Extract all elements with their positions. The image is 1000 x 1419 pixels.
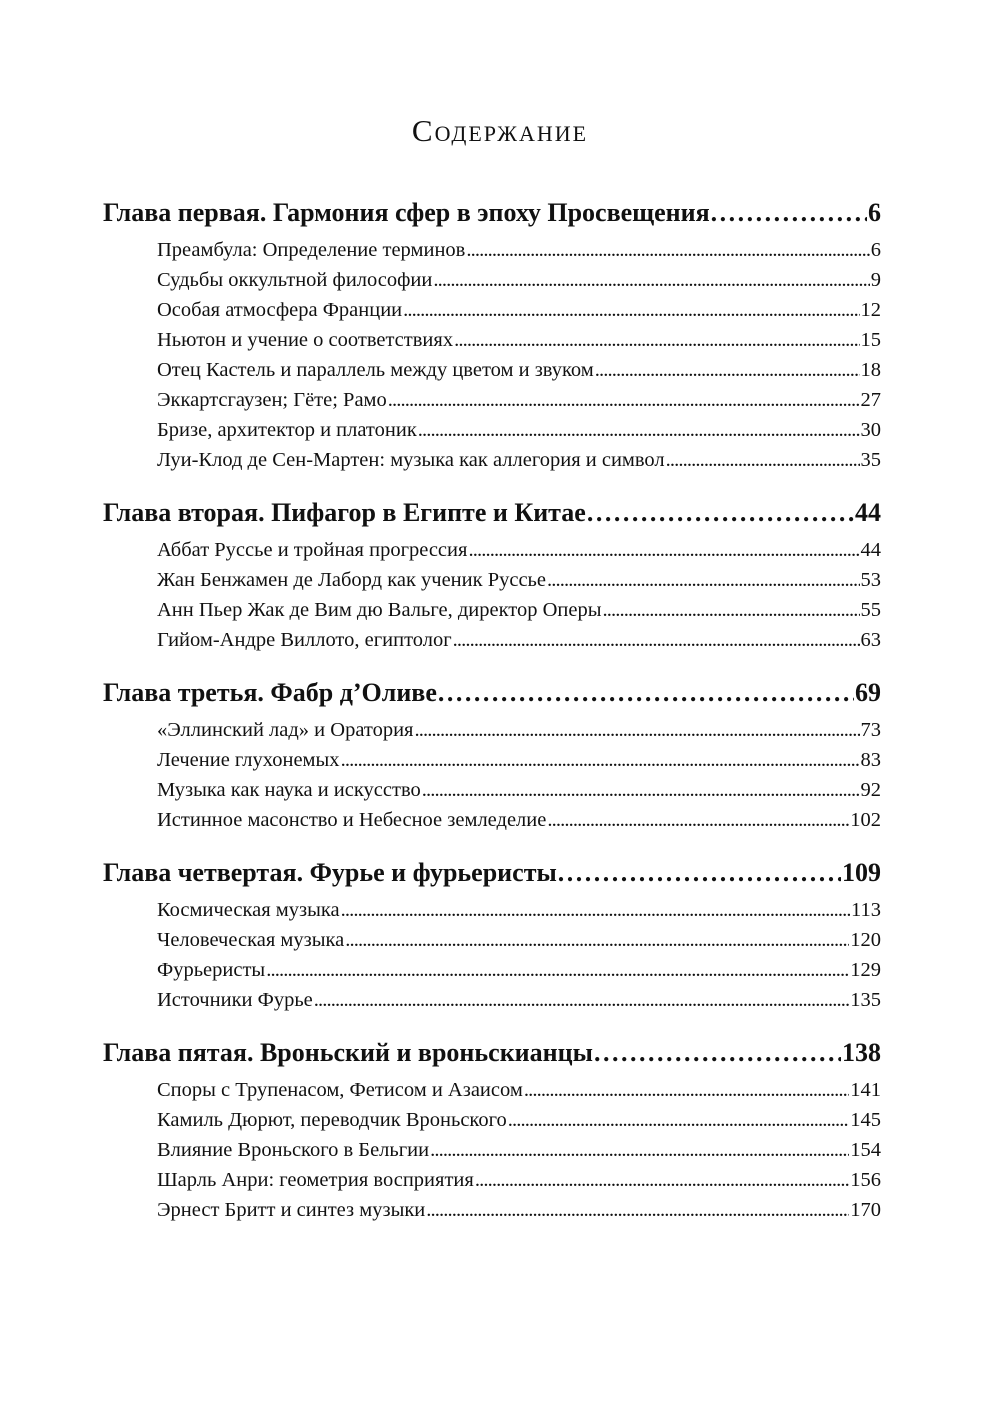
section-entry bbox=[157, 925, 881, 955]
section-entry bbox=[157, 265, 881, 295]
section-list bbox=[157, 235, 881, 475]
dot-leader bbox=[418, 415, 860, 445]
section-page-number: 6 bbox=[870, 239, 881, 261]
section-list bbox=[157, 535, 881, 655]
dot-leader bbox=[426, 1195, 849, 1225]
section-page-number: 53 bbox=[860, 569, 881, 591]
section-page-number: 83 bbox=[860, 749, 881, 771]
dot-leader bbox=[438, 673, 854, 713]
section-entry bbox=[157, 625, 881, 655]
section-title: Жан Бенжамен де Лаборд как ученик Руссье bbox=[157, 569, 547, 591]
section-page-number: 145 bbox=[850, 1109, 881, 1131]
dot-leader bbox=[602, 595, 859, 625]
dot-leader bbox=[453, 625, 860, 655]
section-entry bbox=[157, 235, 881, 265]
section-entry bbox=[157, 565, 881, 595]
section-page-number: 154 bbox=[850, 1139, 881, 1161]
dot-leader bbox=[466, 235, 869, 265]
section-entry bbox=[157, 385, 881, 415]
dot-leader bbox=[547, 565, 859, 595]
section-list bbox=[157, 715, 881, 835]
table-of-contents bbox=[103, 193, 881, 1243]
section-title: Камиль Дюрют, переводчик Вроньского bbox=[157, 1109, 507, 1131]
section-entry bbox=[157, 805, 881, 835]
section-page-number: 15 bbox=[860, 329, 881, 351]
section-page-number: 18 bbox=[860, 359, 881, 381]
dot-leader bbox=[587, 493, 854, 533]
dot-leader bbox=[475, 1165, 849, 1195]
section-title: Судьбы оккультной философии bbox=[157, 269, 433, 291]
chapter-heading bbox=[103, 1033, 881, 1073]
chapter-page-number: 138 bbox=[842, 1038, 881, 1067]
section-entry bbox=[157, 295, 881, 325]
dot-leader bbox=[433, 265, 869, 295]
section-title: Преамбула: Определение терминов bbox=[157, 239, 466, 261]
chapter-1 bbox=[103, 193, 881, 475]
section-entry bbox=[157, 1135, 881, 1165]
dot-leader bbox=[403, 295, 859, 325]
chapter-title: Глава пятая. Вроньский и вроньскианцы bbox=[103, 1038, 593, 1067]
section-title: Человеческая музыка bbox=[157, 929, 345, 951]
section-title: Отец Кастель и параллель между цветом и звуком bbox=[157, 359, 594, 381]
chapter-5 bbox=[103, 1033, 881, 1225]
dot-leader bbox=[430, 1135, 849, 1165]
contents-heading: Содержание bbox=[411, 113, 589, 148]
section-title: Космическая музыка bbox=[157, 899, 340, 921]
section-page-number: 141 bbox=[850, 1079, 881, 1101]
section-entry bbox=[157, 745, 881, 775]
section-entry bbox=[157, 325, 881, 355]
dot-leader bbox=[414, 715, 859, 745]
section-page-number: 55 bbox=[860, 599, 881, 621]
section-entry bbox=[157, 1195, 881, 1225]
chapter-heading bbox=[103, 193, 881, 233]
chapter-page-number: 44 bbox=[855, 498, 881, 527]
section-entry bbox=[157, 445, 881, 475]
chapter-title: Глава четвертая. Фурье и фурьеристы bbox=[103, 858, 557, 887]
section-title: Лечение глухонемых bbox=[157, 749, 340, 771]
section-title: Истинное масонство и Небесное земледелие bbox=[157, 809, 547, 831]
section-page-number: 156 bbox=[850, 1169, 881, 1191]
section-page-number: 120 bbox=[850, 929, 881, 951]
dot-leader bbox=[454, 325, 859, 355]
section-title: «Эллинский лад» и Оратория bbox=[157, 719, 414, 741]
section-title: Луи-Клод де Сен-Мартен: музыка как аллегория и символ bbox=[157, 449, 665, 471]
dot-leader bbox=[547, 805, 849, 835]
section-title: Шарль Анри: геометрия восприятия bbox=[157, 1169, 474, 1191]
dot-leader bbox=[422, 775, 860, 805]
section-list bbox=[157, 1075, 881, 1225]
section-entry bbox=[157, 1165, 881, 1195]
section-page-number: 27 bbox=[860, 389, 881, 411]
section-entry bbox=[157, 1105, 881, 1135]
section-entry bbox=[157, 1075, 881, 1105]
section-entry bbox=[157, 355, 881, 385]
section-entry bbox=[157, 985, 881, 1015]
section-page-number: 102 bbox=[850, 809, 881, 831]
dot-leader bbox=[595, 355, 860, 385]
chapter-title: Глава первая. Гармония сфер в эпоху Просвещения bbox=[103, 198, 710, 227]
section-title: Гийом-Андре Виллото, египтолог bbox=[157, 629, 452, 651]
section-title: Музыка как наука и искусство bbox=[157, 779, 421, 801]
section-page-number: 44 bbox=[860, 539, 881, 561]
chapter-4 bbox=[103, 853, 881, 1015]
section-entry bbox=[157, 715, 881, 745]
section-title: Эрнест Бритт и синтез музыки bbox=[157, 1199, 426, 1221]
chapter-3 bbox=[103, 673, 881, 835]
section-entry bbox=[157, 415, 881, 445]
section-page-number: 129 bbox=[850, 959, 881, 981]
section-page-number: 12 bbox=[860, 299, 881, 321]
dot-leader bbox=[594, 1033, 841, 1073]
chapter-heading bbox=[103, 853, 881, 893]
section-entry bbox=[157, 595, 881, 625]
section-page-number: 92 bbox=[860, 779, 881, 801]
dot-leader bbox=[266, 955, 849, 985]
dot-leader bbox=[314, 985, 849, 1015]
dot-leader bbox=[468, 535, 859, 565]
chapter-heading bbox=[103, 493, 881, 533]
section-title: Фурьеристы bbox=[157, 959, 266, 981]
dot-leader bbox=[524, 1075, 849, 1105]
section-page-number: 30 bbox=[860, 419, 881, 441]
section-page-number: 35 bbox=[860, 449, 881, 471]
chapter-2 bbox=[103, 493, 881, 655]
dot-leader bbox=[508, 1105, 850, 1135]
section-page-number: 113 bbox=[851, 899, 881, 921]
dot-leader bbox=[341, 745, 860, 775]
dot-leader bbox=[388, 385, 860, 415]
dot-leader bbox=[711, 193, 867, 233]
section-list bbox=[157, 895, 881, 1015]
chapter-title: Глава третья. Фабр д’Оливе bbox=[103, 678, 437, 707]
section-title: Источники Фурье bbox=[157, 989, 313, 1011]
section-title: Споры с Трупенасом, Фетисом и Азаисом bbox=[157, 1079, 523, 1101]
chapter-heading bbox=[103, 673, 881, 713]
dot-leader bbox=[666, 445, 860, 475]
dot-leader bbox=[341, 895, 850, 925]
dot-leader bbox=[558, 853, 841, 893]
section-title: Ньютон и учение о соответствиях bbox=[157, 329, 454, 351]
section-page-number: 170 bbox=[850, 1199, 881, 1221]
section-entry bbox=[157, 535, 881, 565]
chapter-page-number: 109 bbox=[842, 858, 881, 887]
section-entry bbox=[157, 895, 881, 925]
section-entry bbox=[157, 775, 881, 805]
chapter-title: Глава вторая. Пифагор в Египте и Китае bbox=[103, 498, 586, 527]
section-page-number: 73 bbox=[860, 719, 881, 741]
section-title: Аббат Руссье и тройная прогрессия bbox=[157, 539, 468, 561]
section-title: Эккартсгаузен; Гёте; Рамо bbox=[157, 389, 387, 411]
section-title: Анн Пьер Жак де Вим дю Вальге, директор Оперы bbox=[157, 599, 602, 621]
dot-leader bbox=[345, 925, 849, 955]
section-title: Особая атмосфера Франции bbox=[157, 299, 403, 321]
chapter-page-number: 6 bbox=[868, 198, 881, 227]
section-page-number: 135 bbox=[850, 989, 881, 1011]
section-page-number: 9 bbox=[870, 269, 881, 291]
section-page-number: 63 bbox=[860, 629, 881, 651]
section-title: Бризе, архитектор и платоник bbox=[157, 419, 417, 441]
chapter-page-number: 69 bbox=[855, 678, 881, 707]
section-entry bbox=[157, 955, 881, 985]
section-title: Влияние Вроньского в Бельгии bbox=[157, 1139, 430, 1161]
